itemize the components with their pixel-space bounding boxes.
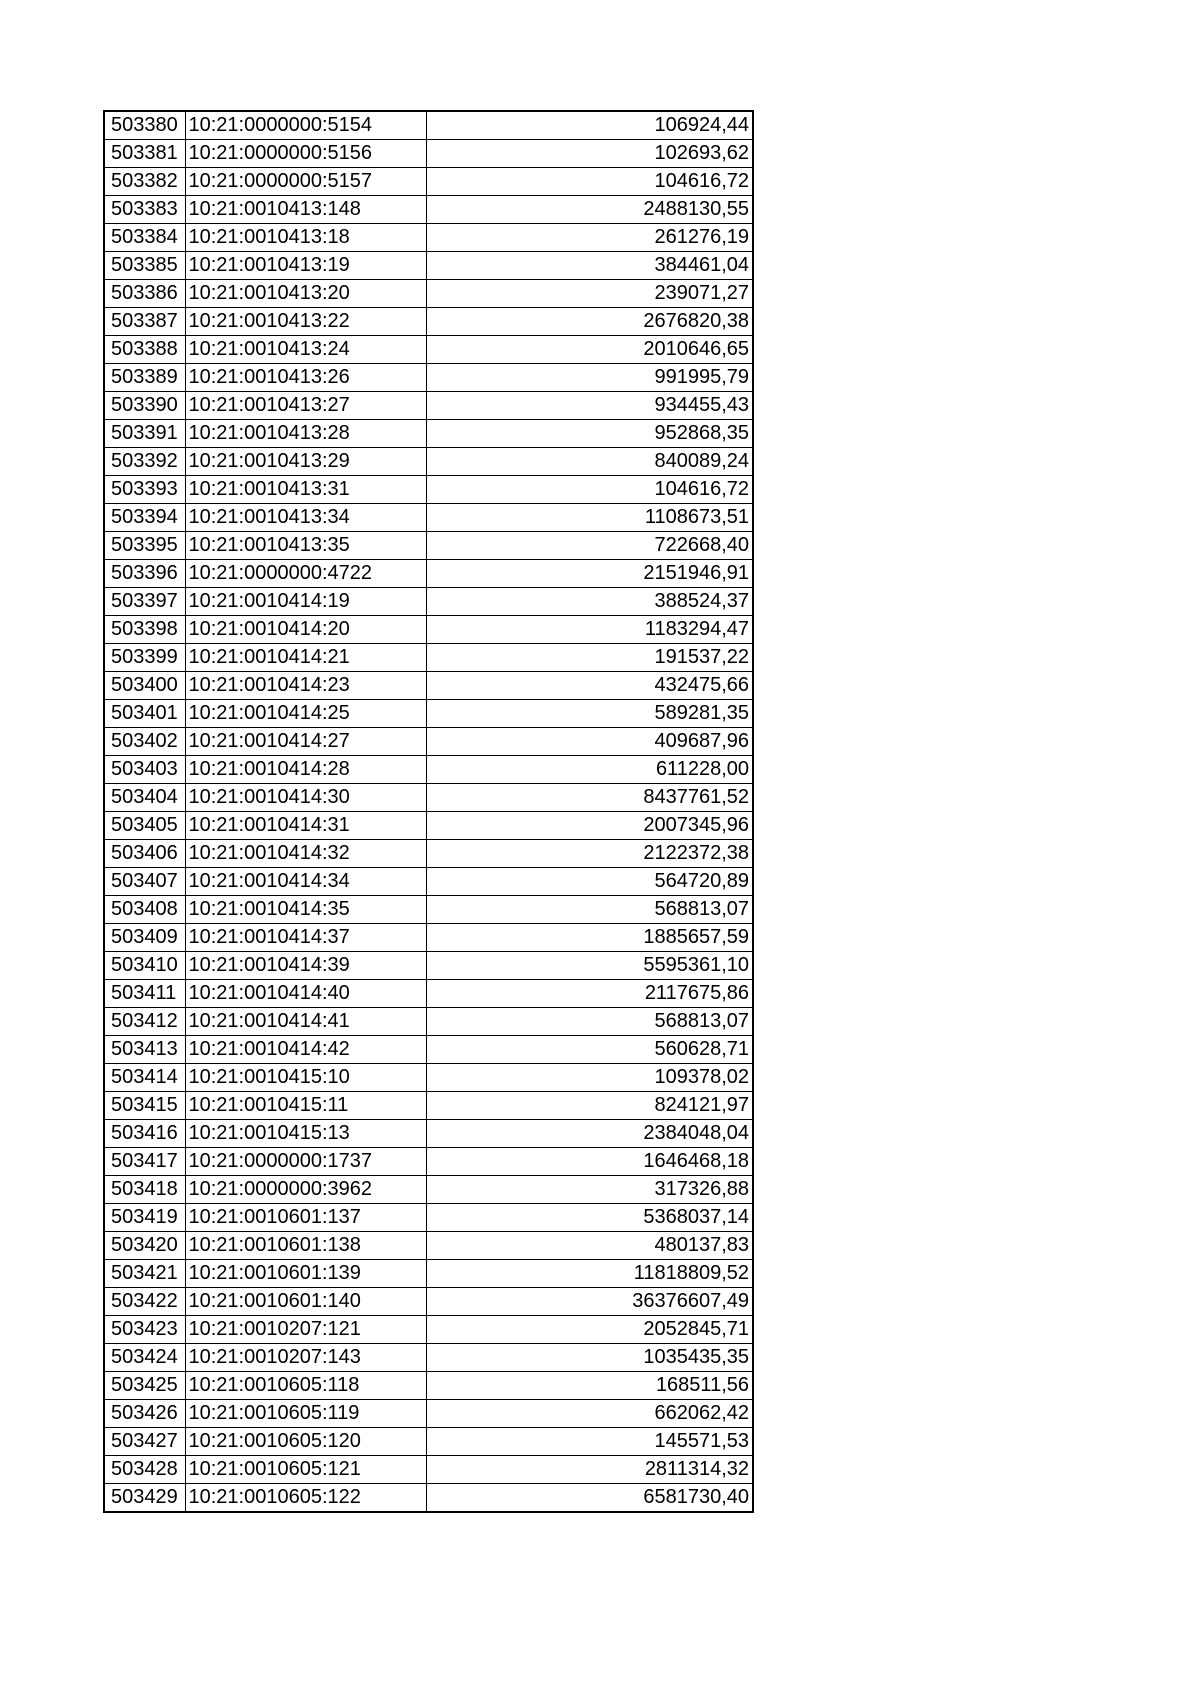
cadastral-number-cell: 10:21:0000000:1737 [185, 1148, 426, 1176]
value-cell: 1646468,18 [426, 1148, 753, 1176]
table-row [104, 111, 753, 140]
value-cell: 722668,40 [426, 532, 753, 560]
row-id-cell: 503428 [104, 1456, 185, 1484]
cadastral-number-cell: 10:21:0010414:42 [185, 1036, 426, 1064]
cadastral-number-cell: 10:21:0010605:119 [185, 1400, 426, 1428]
row-id-cell: 503422 [104, 1288, 185, 1316]
row-id-cell: 503380 [104, 111, 185, 140]
value-cell: 384461,04 [426, 252, 753, 280]
value-cell: 568813,07 [426, 1008, 753, 1036]
table-row [104, 168, 753, 196]
row-id-cell: 503388 [104, 336, 185, 364]
table-row [104, 196, 753, 224]
cadastral-number-cell: 10:21:0010414:40 [185, 980, 426, 1008]
table-row [104, 672, 753, 700]
table-row [104, 616, 753, 644]
row-id-cell: 503402 [104, 728, 185, 756]
cadastral-number-cell: 10:21:0010413:26 [185, 364, 426, 392]
table-row [104, 364, 753, 392]
value-cell: 2117675,86 [426, 980, 753, 1008]
value-cell: 991995,79 [426, 364, 753, 392]
row-id-cell: 503389 [104, 364, 185, 392]
row-id-cell: 503398 [104, 616, 185, 644]
value-cell: 5595361,10 [426, 952, 753, 980]
value-cell: 261276,19 [426, 224, 753, 252]
cadastral-number-cell: 10:21:0010413:148 [185, 196, 426, 224]
value-cell: 36376607,49 [426, 1288, 753, 1316]
table-row [104, 392, 753, 420]
cadastral-number-cell: 10:21:0010413:34 [185, 504, 426, 532]
cadastral-number-cell: 10:21:0010414:27 [185, 728, 426, 756]
table-row [104, 644, 753, 672]
value-cell: 934455,43 [426, 392, 753, 420]
table-row [104, 1288, 753, 1316]
cadastral-number-cell: 10:21:0010413:27 [185, 392, 426, 420]
value-cell: 432475,66 [426, 672, 753, 700]
row-id-cell: 503383 [104, 196, 185, 224]
table-row [104, 1232, 753, 1260]
value-cell: 6581730,40 [426, 1484, 753, 1513]
row-id-cell: 503409 [104, 924, 185, 952]
table-row [104, 840, 753, 868]
table-row [104, 1344, 753, 1372]
table-row [104, 1204, 753, 1232]
value-cell: 102693,62 [426, 140, 753, 168]
table-row [104, 1484, 753, 1513]
value-cell: 191537,22 [426, 644, 753, 672]
value-cell: 2007345,96 [426, 812, 753, 840]
row-id-cell: 503420 [104, 1232, 185, 1260]
table-body [104, 111, 753, 1512]
row-id-cell: 503419 [104, 1204, 185, 1232]
row-id-cell: 503395 [104, 532, 185, 560]
table-row [104, 1316, 753, 1344]
cadastral-number-cell: 10:21:0010605:122 [185, 1484, 426, 1513]
value-cell: 2811314,32 [426, 1456, 753, 1484]
value-cell: 662062,42 [426, 1400, 753, 1428]
row-id-cell: 503407 [104, 868, 185, 896]
value-cell: 1183294,47 [426, 616, 753, 644]
cadastral-number-cell: 10:21:0010413:31 [185, 476, 426, 504]
value-cell: 239071,27 [426, 280, 753, 308]
cadastral-number-cell: 10:21:0010413:29 [185, 448, 426, 476]
cadastral-number-cell: 10:21:0010207:121 [185, 1316, 426, 1344]
cadastral-number-cell: 10:21:0010605:118 [185, 1372, 426, 1400]
row-id-cell: 503397 [104, 588, 185, 616]
row-id-cell: 503415 [104, 1092, 185, 1120]
value-cell: 564720,89 [426, 868, 753, 896]
cadastral-number-cell: 10:21:0010413:20 [185, 280, 426, 308]
row-id-cell: 503390 [104, 392, 185, 420]
table-row [104, 1260, 753, 1288]
cadastral-number-cell: 10:21:0010413:18 [185, 224, 426, 252]
data-table [103, 110, 754, 1513]
cadastral-number-cell: 10:21:0010605:121 [185, 1456, 426, 1484]
table-row [104, 1372, 753, 1400]
row-id-cell: 503401 [104, 700, 185, 728]
row-id-cell: 503427 [104, 1428, 185, 1456]
cadastral-number-cell: 10:21:0000000:5156 [185, 140, 426, 168]
table-row [104, 336, 753, 364]
row-id-cell: 503384 [104, 224, 185, 252]
table-row [104, 588, 753, 616]
row-id-cell: 503386 [104, 280, 185, 308]
table-row [104, 308, 753, 336]
row-id-cell: 503410 [104, 952, 185, 980]
table-row [104, 1456, 753, 1484]
table-row [104, 1036, 753, 1064]
value-cell: 480137,83 [426, 1232, 753, 1260]
cadastral-number-cell: 10:21:0010601:137 [185, 1204, 426, 1232]
row-id-cell: 503393 [104, 476, 185, 504]
cadastral-number-cell: 10:21:0000000:5154 [185, 111, 426, 140]
row-id-cell: 503396 [104, 560, 185, 588]
row-id-cell: 503426 [104, 1400, 185, 1428]
row-id-cell: 503406 [104, 840, 185, 868]
value-cell: 104616,72 [426, 168, 753, 196]
value-cell: 5368037,14 [426, 1204, 753, 1232]
cadastral-number-cell: 10:21:0010413:22 [185, 308, 426, 336]
cadastral-number-cell: 10:21:0010414:23 [185, 672, 426, 700]
value-cell: 840089,24 [426, 448, 753, 476]
row-id-cell: 503400 [104, 672, 185, 700]
value-cell: 104616,72 [426, 476, 753, 504]
row-id-cell: 503425 [104, 1372, 185, 1400]
row-id-cell: 503404 [104, 784, 185, 812]
table-row [104, 1120, 753, 1148]
value-cell: 1035435,35 [426, 1344, 753, 1372]
row-id-cell: 503392 [104, 448, 185, 476]
value-cell: 824121,97 [426, 1092, 753, 1120]
table-row [104, 420, 753, 448]
row-id-cell: 503424 [104, 1344, 185, 1372]
table-row [104, 812, 753, 840]
table-row [104, 1064, 753, 1092]
row-id-cell: 503381 [104, 140, 185, 168]
row-id-cell: 503423 [104, 1316, 185, 1344]
value-cell: 1108673,51 [426, 504, 753, 532]
cadastral-number-cell: 10:21:0010415:10 [185, 1064, 426, 1092]
value-cell: 560628,71 [426, 1036, 753, 1064]
cadastral-number-cell: 10:21:0010414:41 [185, 1008, 426, 1036]
value-cell: 145571,53 [426, 1428, 753, 1456]
cadastral-number-cell: 10:21:0010413:28 [185, 420, 426, 448]
cadastral-number-cell: 10:21:0000000:4722 [185, 560, 426, 588]
table-row [104, 756, 753, 784]
value-cell: 589281,35 [426, 700, 753, 728]
row-id-cell: 503405 [104, 812, 185, 840]
cadastral-number-cell: 10:21:0010414:31 [185, 812, 426, 840]
cadastral-number-cell: 10:21:0010414:35 [185, 896, 426, 924]
cadastral-number-cell: 10:21:0010414:19 [185, 588, 426, 616]
table-row [104, 560, 753, 588]
row-id-cell: 503414 [104, 1064, 185, 1092]
table-row [104, 1400, 753, 1428]
value-cell: 2122372,38 [426, 840, 753, 868]
value-cell: 388524,37 [426, 588, 753, 616]
cadastral-number-cell: 10:21:0010414:39 [185, 952, 426, 980]
table-row [104, 252, 753, 280]
table-row [104, 476, 753, 504]
table-row [104, 896, 753, 924]
table-row [104, 980, 753, 1008]
row-id-cell: 503413 [104, 1036, 185, 1064]
value-cell: 8437761,52 [426, 784, 753, 812]
value-cell: 317326,88 [426, 1176, 753, 1204]
cadastral-number-cell: 10:21:0010601:139 [185, 1260, 426, 1288]
row-id-cell: 503399 [104, 644, 185, 672]
cadastral-number-cell: 10:21:0010415:13 [185, 1120, 426, 1148]
row-id-cell: 503394 [104, 504, 185, 532]
cadastral-number-cell: 10:21:0010413:19 [185, 252, 426, 280]
row-id-cell: 503416 [104, 1120, 185, 1148]
row-id-cell: 503429 [104, 1484, 185, 1513]
cadastral-number-cell: 10:21:0010413:24 [185, 336, 426, 364]
cadastral-number-cell: 10:21:0010601:138 [185, 1232, 426, 1260]
cadastral-number-cell: 10:21:0010413:35 [185, 532, 426, 560]
cadastral-number-cell: 10:21:0010601:140 [185, 1288, 426, 1316]
value-cell: 1885657,59 [426, 924, 753, 952]
value-cell: 2488130,55 [426, 196, 753, 224]
cadastral-number-cell: 10:21:0000000:5157 [185, 168, 426, 196]
cadastral-number-cell: 10:21:0010415:11 [185, 1092, 426, 1120]
cadastral-number-cell: 10:21:0010605:120 [185, 1428, 426, 1456]
table-row [104, 532, 753, 560]
row-id-cell: 503412 [104, 1008, 185, 1036]
table-row [104, 784, 753, 812]
table-row [104, 1092, 753, 1120]
value-cell: 2010646,65 [426, 336, 753, 364]
row-id-cell: 503382 [104, 168, 185, 196]
cadastral-number-cell: 10:21:0010414:30 [185, 784, 426, 812]
table-row [104, 728, 753, 756]
row-id-cell: 503418 [104, 1176, 185, 1204]
cadastral-number-cell: 10:21:0010414:20 [185, 616, 426, 644]
row-id-cell: 503411 [104, 980, 185, 1008]
value-cell: 409687,96 [426, 728, 753, 756]
row-id-cell: 503391 [104, 420, 185, 448]
table-row [104, 1428, 753, 1456]
value-cell: 611228,00 [426, 756, 753, 784]
table-row [104, 140, 753, 168]
value-cell: 568813,07 [426, 896, 753, 924]
table-row [104, 1008, 753, 1036]
table-row [104, 700, 753, 728]
table-row [104, 1148, 753, 1176]
cadastral-number-cell: 10:21:0010414:28 [185, 756, 426, 784]
table-row [104, 952, 753, 980]
table-row [104, 868, 753, 896]
table-row [104, 1176, 753, 1204]
value-cell: 168511,56 [426, 1372, 753, 1400]
cadastral-number-cell: 10:21:0010414:25 [185, 700, 426, 728]
value-cell: 2676820,38 [426, 308, 753, 336]
row-id-cell: 503421 [104, 1260, 185, 1288]
row-id-cell: 503385 [104, 252, 185, 280]
value-cell: 2384048,04 [426, 1120, 753, 1148]
table-row [104, 280, 753, 308]
table-row [104, 224, 753, 252]
value-cell: 106924,44 [426, 111, 753, 140]
row-id-cell: 503387 [104, 308, 185, 336]
table-row [104, 504, 753, 532]
cadastral-number-cell: 10:21:0010414:34 [185, 868, 426, 896]
cadastral-number-cell: 10:21:0010414:32 [185, 840, 426, 868]
cadastral-number-cell: 10:21:0010414:21 [185, 644, 426, 672]
value-cell: 2151946,91 [426, 560, 753, 588]
value-cell: 2052845,71 [426, 1316, 753, 1344]
value-cell: 952868,35 [426, 420, 753, 448]
cadastral-number-cell: 10:21:0000000:3962 [185, 1176, 426, 1204]
value-cell: 109378,02 [426, 1064, 753, 1092]
row-id-cell: 503403 [104, 756, 185, 784]
cadastral-number-cell: 10:21:0010414:37 [185, 924, 426, 952]
table-row [104, 448, 753, 476]
row-id-cell: 503408 [104, 896, 185, 924]
table-row [104, 924, 753, 952]
value-cell: 11818809,52 [426, 1260, 753, 1288]
cadastral-number-cell: 10:21:0010207:143 [185, 1344, 426, 1372]
row-id-cell: 503417 [104, 1148, 185, 1176]
